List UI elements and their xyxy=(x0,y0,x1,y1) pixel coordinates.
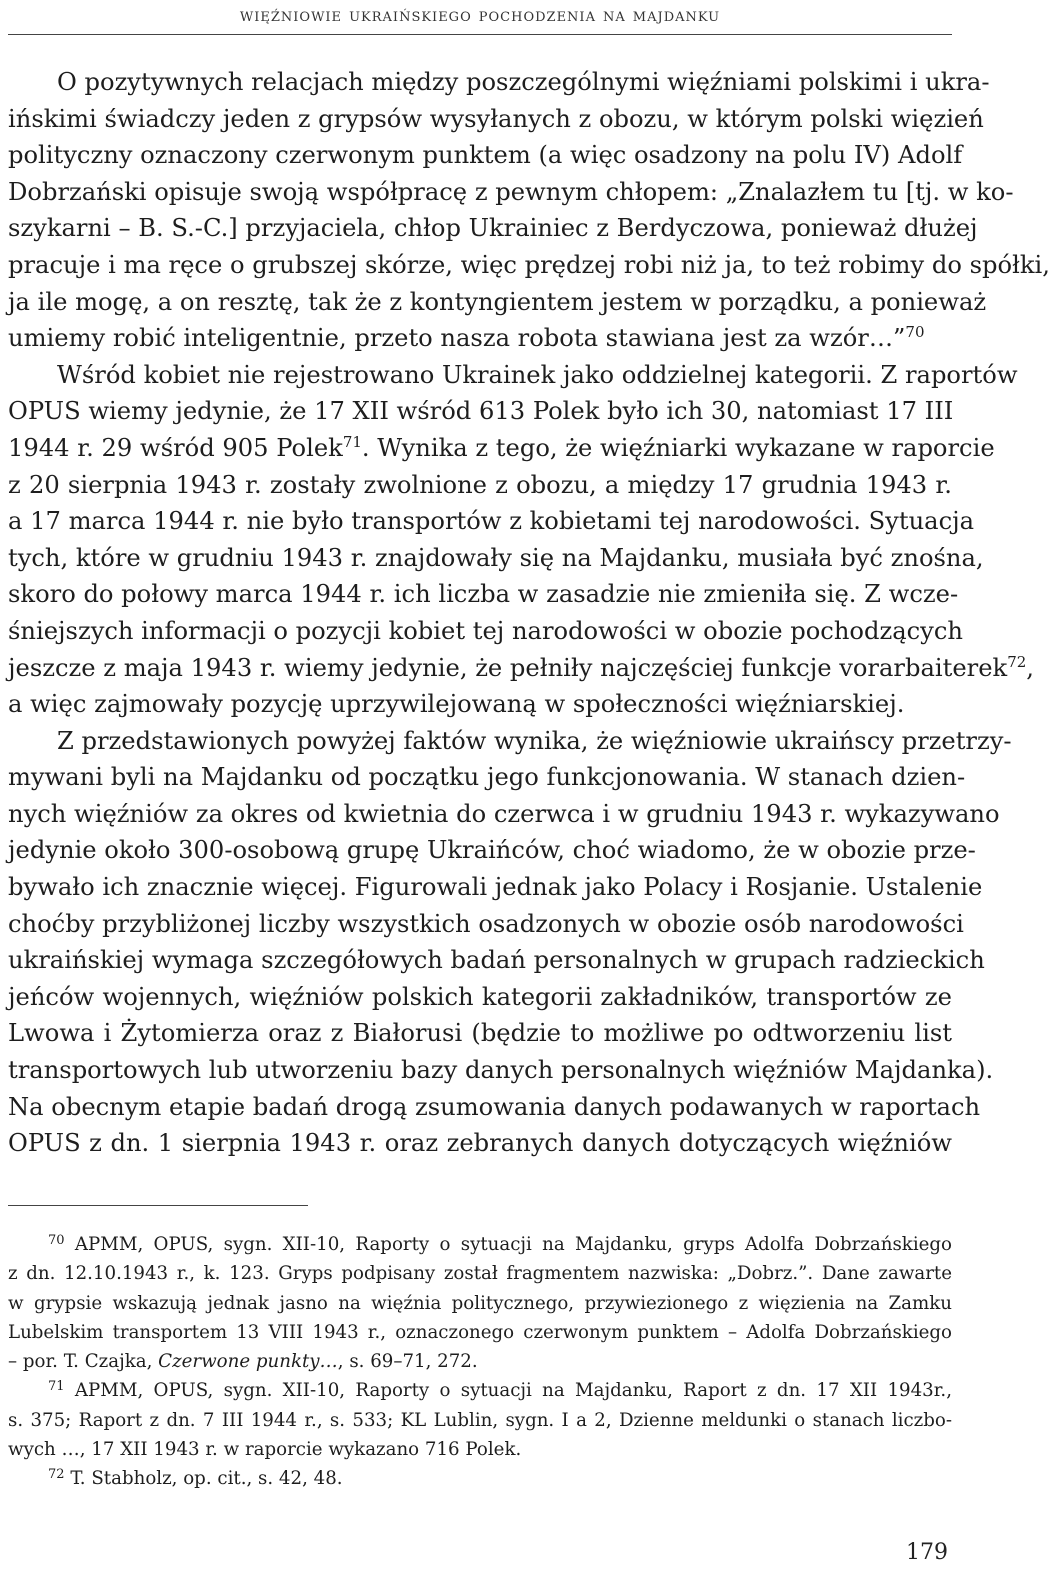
text-fragment: jeszcze z maja 1943 r. wiemy jedynie, że pełniły najczęściej funkcje vorarbaiterek xyxy=(8,653,1008,682)
text-line: tych, które w grudniu 1943 r. znajdowały się na Majdanku, musiała być znośna, xyxy=(8,543,984,572)
footnotes xyxy=(8,1230,952,1494)
footnote-line: s. 375; Raport z dn. 7 III 1944 r., s. 533; KL Lublin, sygn. I a 2, Dzienne meldunki o stanach liczbo- xyxy=(8,1409,952,1431)
footnote-number: 71 xyxy=(48,1379,65,1395)
footnote-text: T. Stabholz, op. cit., s. 42, 48. xyxy=(64,1468,343,1490)
text-line: ińskimi świadczy jeden z grypsów wysyłanych z obozu, w którym polski więzień xyxy=(8,104,984,133)
text-line: szykarni – B. S.-C.] przyjaciela, chłop Ukrainiec z Berdyczowa, ponieważ dłużej xyxy=(8,214,978,243)
footnote-line xyxy=(8,1376,952,1405)
footnote-ref-72[interactable]: 72 xyxy=(1007,652,1027,671)
running-header: więźniowie ukraińskiego pochodzenia na majdanku xyxy=(239,4,721,26)
text-fragment: . Wynika z tego, że więźniarki wykazane w raporcie xyxy=(361,433,995,462)
text-line: jedynie około 300-osobową grupę Ukraińców, choć wiadomo, że w obozie prze- xyxy=(8,836,976,865)
footnote-number: 70 xyxy=(48,1233,65,1248)
paragraph-2 xyxy=(8,357,1034,723)
footnote-ref-71[interactable]: 71 xyxy=(342,432,362,451)
footnote-71 xyxy=(8,1376,952,1464)
text-line: Z przedstawionych powyżej faktów wynika, że więźniowie ukraińscy przetrzy- xyxy=(57,726,1012,755)
text-line: ja ile mogę, a on resztę, tak że z kontyngientem jestem w porządku, a ponieważ xyxy=(8,287,987,316)
cited-title: Czerwone punkty… xyxy=(158,1351,338,1373)
text-line: Wśród kobiet nie rejestrowano Ukrainek jako oddzielnej kategorii. Z raportów xyxy=(57,360,1018,389)
footnote-ref-70[interactable]: 70 xyxy=(905,323,925,342)
text-line: pracuje i ma ręce o grubszej skórze, więc prędzej robi niż ja, to też robimy do spółki, xyxy=(8,250,1050,279)
text-line: ukraińskiej wymaga szczegółowych badań personalnych w grupach radzieckich xyxy=(8,946,985,975)
text-line: OPUS z dn. 1 sierpnia 1943 r. oraz zebranych danych dotyczących więźniów xyxy=(8,1129,952,1158)
text-line: z 20 sierpnia 1943 r. zostały zwolnione z obozu, a między 17 grudnia 1943 r. xyxy=(8,470,952,499)
text-line: Lwowa i Żytomierza oraz z Białorusi (będzie to możliwe po odtworzeniu list xyxy=(8,1019,952,1048)
text-line: Dobrzański opisuje swoją współpracę z pewnym chłopem: „Znalazłem tu [tj. w ko- xyxy=(8,177,1014,206)
footnote-text: APMM, OPUS, sygn. XII-10, Raporty o sytuacji na Majdanku, gryps Adolfa Dobrzańskiego xyxy=(64,1234,952,1255)
footnote-line: w grypsie wskazują jednak jasno na więźnia politycznego, przywiezionego z więzienia na Zamku xyxy=(8,1292,952,1314)
footnote-text: , s. 69–71, 272. xyxy=(337,1351,478,1373)
text-line: mywani byli na Majdanku od początku jego funkcjonowania. W stanach dzien- xyxy=(8,763,966,792)
header-rule xyxy=(8,34,952,35)
text-line: transportowych lub utworzeniu bazy danych personalnych więźniów Majdanka). xyxy=(8,1056,994,1085)
text-line xyxy=(8,320,952,357)
footnote-line xyxy=(8,1347,952,1376)
text-line: a więc zajmowały pozycję uprzywilejowaną w społeczności więźniarskiej. xyxy=(8,690,905,719)
page-number: 179 xyxy=(906,1540,948,1565)
footnote-line xyxy=(8,1230,952,1259)
paragraph-3 xyxy=(8,723,1012,1162)
footnote-number: 72 xyxy=(48,1467,65,1483)
text-line: śniejszych informacji o pozycji kobiet tej narodowości w obozie pochodzących xyxy=(8,616,963,645)
paragraph-1 xyxy=(8,64,1050,357)
footnote-72 xyxy=(8,1464,952,1493)
text-line: choćby przybliżonej liczby wszystkich osadzonych w obozie osób narodowości xyxy=(8,909,964,938)
text-line: a 17 marca 1944 r. nie było transportów z kobietami tej narodowości. Sytuacja xyxy=(8,507,975,536)
text-line: bywało ich znacznie więcej. Figurowali jednak jako Polacy i Rosjanie. Ustalenie xyxy=(8,873,983,902)
footnote-text: – por. T. Czajka, xyxy=(8,1351,159,1373)
text-line: polityczny oznaczony czerwonym punktem (a więc osadzony na polu IV) Adolf xyxy=(8,141,963,170)
text-line: nych więźniów za okres od kwietnia do czerwca i w grudniu 1943 r. wykazywano xyxy=(8,799,1000,828)
text-line xyxy=(8,650,1034,687)
text-line: skoro do połowy marca 1944 r. ich liczba w zasadzie nie zmieniła się. Z wcze- xyxy=(8,580,959,609)
text-fragment: 1944 r. 29 wśród 905 Polek xyxy=(8,433,343,462)
footnote-70 xyxy=(8,1230,952,1376)
footnote-line: wych …, 17 XII 1943 r. w raporcie wykazano 716 Polek. xyxy=(8,1439,522,1461)
text-line: jeńców wojennych, więźniów polskich kategorii zakładników, transportów ze xyxy=(8,982,952,1011)
footnote-line: z dn. 12.10.1943 r., k. 123. Gryps podpisany został fragmentem nazwiska: „Dobrz.”. Dane zawarte xyxy=(8,1263,952,1285)
text-line xyxy=(8,430,995,467)
footnote-line: Lubelskim transportem 13 VIII 1943 r., oznaczonego czerwonym punktem – Adolfa Dobrzańskiego xyxy=(8,1321,952,1343)
footnote-line xyxy=(8,1464,952,1493)
text-fragment: umiemy robić inteligentnie, przeto nasza robota stawiana jest za wzór…” xyxy=(8,324,906,353)
footnote-text: APMM, OPUS, sygn. XII-10, Raporty o sytuacji na Majdanku, Raport z dn. 17 XII 1943r., xyxy=(64,1380,952,1402)
text-line: OPUS wiemy jedynie, że 17 XII wśród 613 Polek było ich 30, natomiast 17 III xyxy=(8,397,954,426)
text-fragment: , xyxy=(1026,653,1034,682)
text-line: O pozytywnych relacjach między poszczególnymi więźniami polskimi i ukra- xyxy=(57,68,990,96)
footnote-rule xyxy=(8,1205,308,1206)
main-text xyxy=(8,64,1050,1162)
text-line: Na obecnym etapie badań drogą zsumowania danych podawanych w raportach xyxy=(8,1092,981,1121)
